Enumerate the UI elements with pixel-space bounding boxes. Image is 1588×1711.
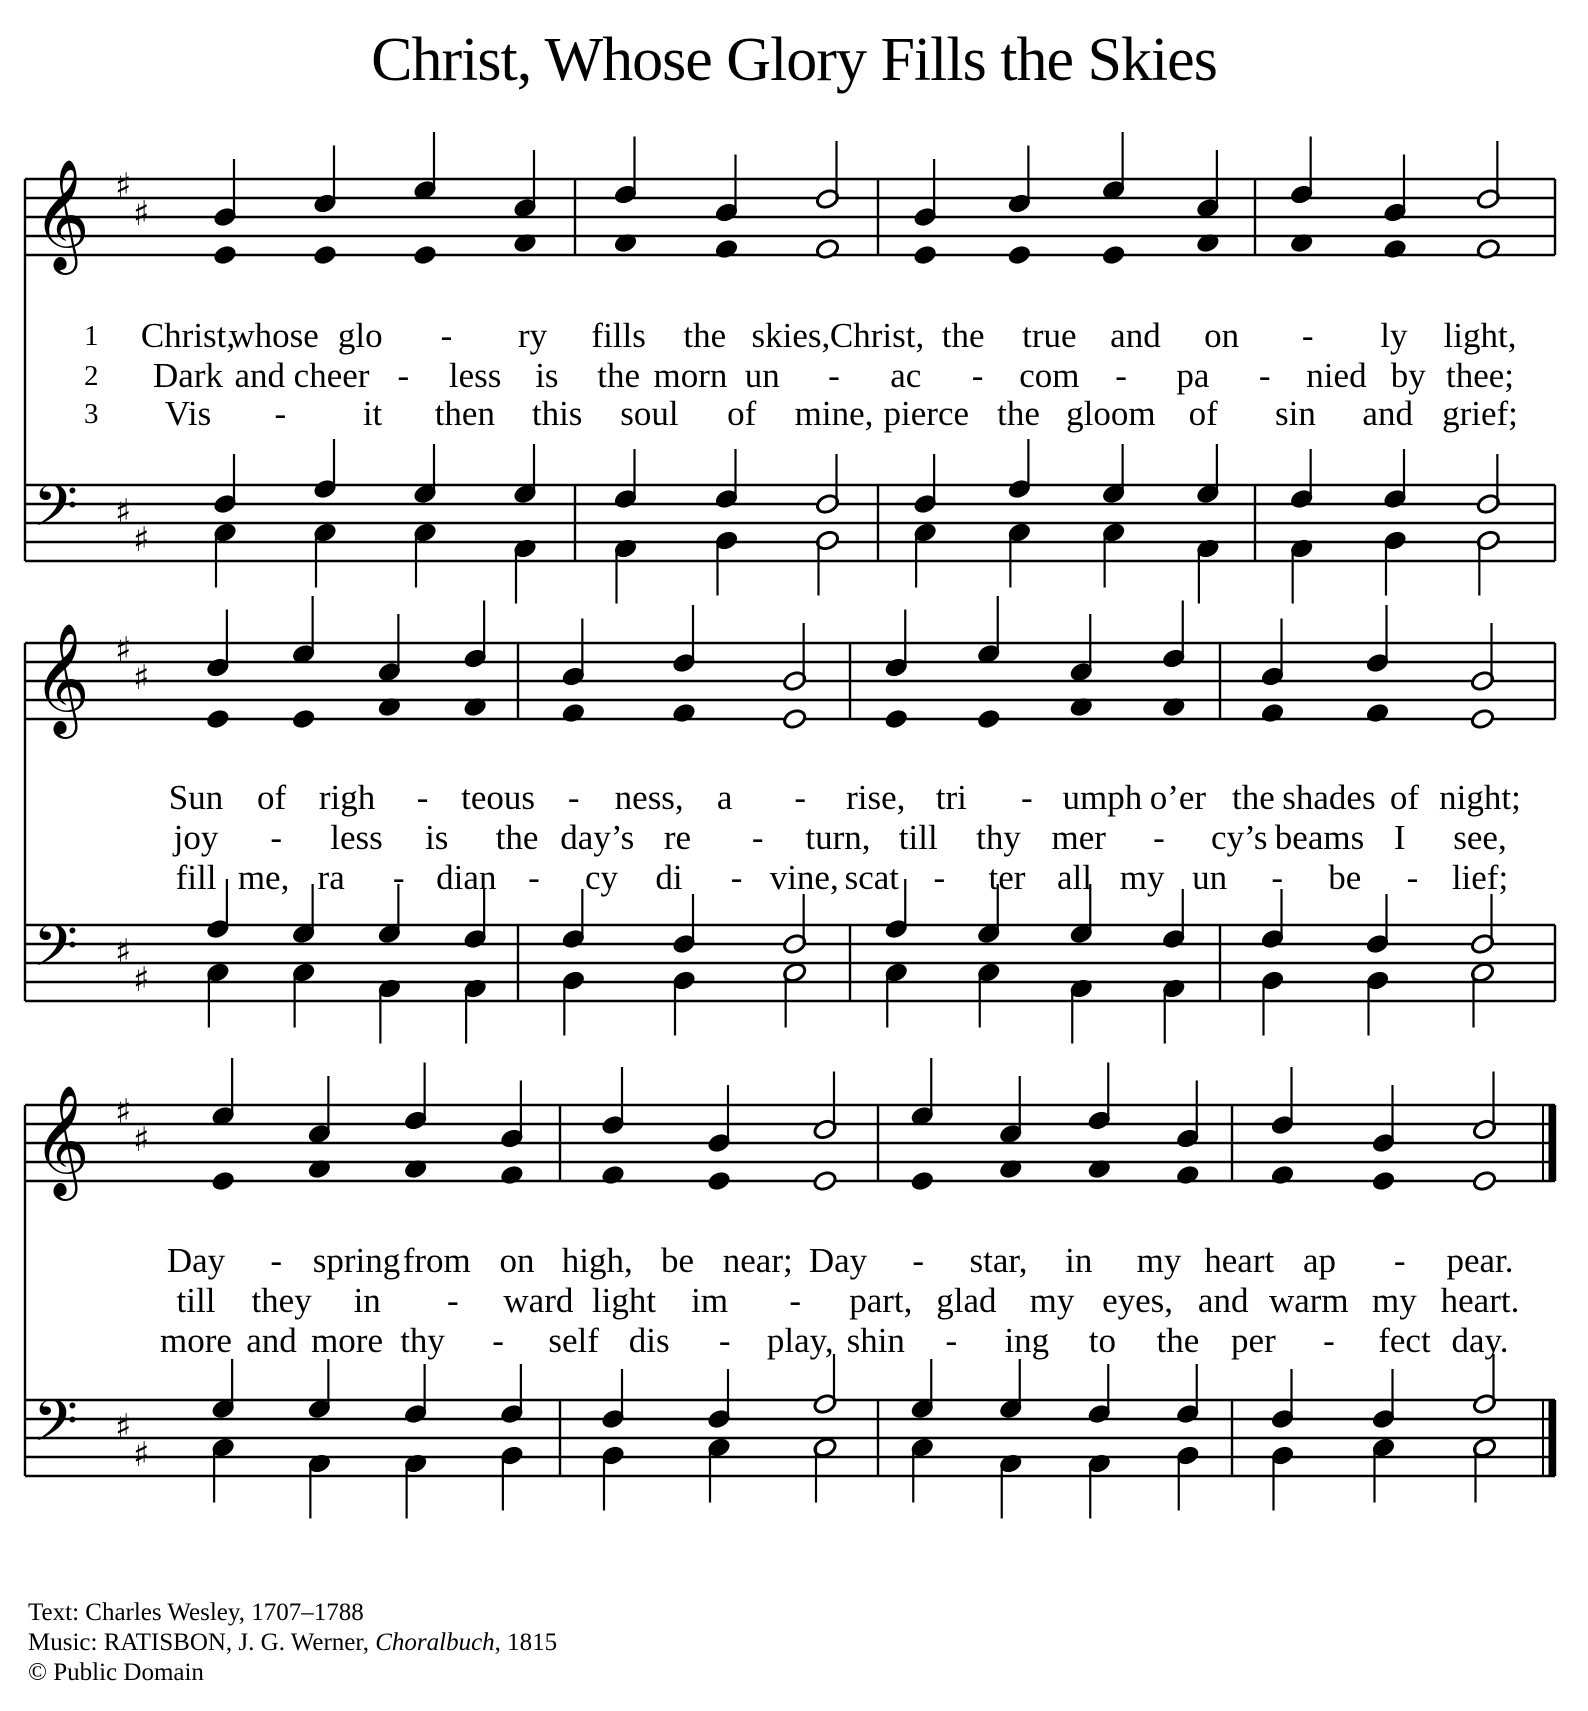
note-head [714,238,739,260]
lyric-syllable: glad [936,1281,997,1320]
lyric-syllable: Day [166,1241,226,1280]
treble-clef-icon: 𝄞 [33,622,90,734]
lyric-syllable: morn [653,356,728,395]
hyphen: - [828,356,840,395]
lyric-syllable: pear. [1446,1241,1514,1280]
lyric-syllable: from [402,1241,471,1280]
lyric-syllable: is [425,818,449,857]
lyric-syllable: di [655,858,683,897]
note-head [976,708,1001,730]
hyphen: - [1258,356,1271,395]
lyric-syllable: fills [591,316,646,355]
note-head [291,708,316,730]
hymn-title: Christ, Whose Glory Fills the Skies [371,26,1217,94]
lyric-syllable: ness, [614,778,684,817]
lyric-syllable: gloom [1066,394,1156,433]
note-head [1175,1164,1200,1186]
lyric-syllable: thy [976,818,1021,857]
sharp-icon: ♯ [133,1435,150,1475]
note-head [561,702,586,724]
lyric-syllable: heart [1204,1241,1275,1280]
hyphen: - [1393,1241,1406,1280]
hyphen: - [416,778,429,817]
note-head [1101,244,1126,266]
note-head [1007,244,1032,266]
hyphen: - [1301,316,1314,355]
lyric-syllable: per [1231,1321,1276,1360]
sharp-icon: ♯ [133,658,150,698]
lyric-syllable: less [330,818,383,857]
lyric-syllable: high, [561,1241,633,1280]
copyright: © Public Domain [28,1659,204,1686]
lyric-syllable: pierce [883,394,970,433]
hyphen: - [945,1321,958,1360]
lyric-syllable: ac [890,356,922,395]
hyphen: - [730,858,743,897]
lyric-syllable: and [246,1321,297,1360]
treble-clef-icon: 𝄞 [33,158,90,270]
lyric-syllable: Sun [168,778,224,817]
credits [28,1598,557,1688]
hyphen: - [1406,858,1419,897]
note-head [412,244,437,266]
verse-number: 2 [84,360,99,392]
lyric-syllable: by [1390,356,1426,395]
lyric-syllable: of [1389,778,1420,817]
sharp-icon: ♯ [115,630,132,670]
lyric-syllable: rise, [846,778,906,817]
lyric-syllable: re [663,818,692,857]
hyphen: - [1115,356,1127,395]
note-head [706,1170,731,1192]
lyric-syllable: thee; [1445,356,1515,395]
sharp-icon: ♯ [115,1407,132,1447]
lyric-syllable: the [597,356,641,395]
note-head [1472,1170,1497,1192]
lyric-syllable: the [683,316,727,355]
hyphen: - [912,1241,925,1280]
note-head [499,1164,524,1186]
hyphen: - [751,818,764,857]
verse-number: 1 [84,320,99,352]
lyric-syllable: spring [312,1241,401,1280]
lyric-syllable: true [1022,316,1077,355]
lyric-syllable: then [434,394,495,433]
lyric-syllable: on [499,1241,535,1280]
lyric-syllable: cy’s [1211,818,1268,857]
lyric-syllable: ry [517,316,548,355]
note-head [210,1170,235,1192]
bass-clef-icon: 𝄢 [33,912,79,994]
note-head [912,244,937,266]
lyric-syllable: warm [1268,1281,1349,1320]
lyric-syllable: im [691,1281,729,1320]
lyric-syllable: more [311,1321,384,1360]
lyric-syllable: Day [808,1241,868,1280]
lyric-syllable: till [898,818,938,857]
note-head [600,1164,625,1186]
note-head [1365,702,1390,724]
lyric-syllable: day’s [560,818,635,857]
hyphen: - [492,1321,504,1360]
hyphen: - [1153,818,1165,857]
sharp-icon: ♯ [115,166,132,206]
music-credit: Music: RATISBON, J. G. Werner, Choralbuch, 1815 [28,1629,558,1656]
note-head [1382,238,1407,260]
lyric-syllable: the [1156,1321,1200,1360]
lyric-syllable: of [256,778,287,817]
lyric-syllable: fect [1378,1321,1431,1360]
lyric-syllable: un [744,356,780,395]
hyphen: - [1020,778,1033,817]
lyric-syllable: the [495,818,539,857]
lyric-syllable: light [591,1281,657,1320]
lyric-syllable: teous [461,778,536,817]
lyric-syllable: com [1019,356,1080,395]
lyric-syllable: tri [935,778,967,817]
lyric-syllable: I [1393,818,1406,857]
note-head [1260,702,1285,724]
lyric-syllable: in [353,1281,381,1320]
hyphen: - [567,778,580,817]
lyric-syllable: Vis [164,394,212,433]
note-head [1371,1170,1396,1192]
lyric-syllable: the [941,316,985,355]
note-head [212,244,237,266]
lyric-syllable: umph [1062,778,1143,817]
lyric-syllable: and [1362,394,1413,433]
lyric-syllable: scat [844,858,899,897]
hyphen: - [270,1241,283,1280]
sharp-icon: ♯ [115,492,132,532]
hyphen: - [933,858,946,897]
bass-clef-icon: 𝄢 [33,472,79,554]
lyric-syllable: dis [628,1321,670,1360]
lyric-syllable: ap [1302,1241,1337,1280]
lyric-syllable: nied [1306,356,1367,395]
hyphen: - [270,818,283,857]
lyric-syllable: skies, [751,316,831,355]
lyric-syllable: play, [766,1321,834,1360]
note-head [815,238,840,260]
hyphen: - [1323,1321,1335,1360]
lyric-syllable: be [660,1241,695,1280]
lyric-syllable: eyes, [1102,1281,1174,1320]
sharp-icon: ♯ [133,960,150,1000]
lyric-syllable: is [535,356,559,395]
hyphen: - [528,858,540,897]
lyric-syllable: my [1136,1241,1182,1280]
lyric-syllable: light, [1443,316,1517,355]
lyric-syllable: un [1192,858,1228,897]
lyric-syllable: star, [969,1241,1028,1280]
lyric-syllable: to [1088,1321,1116,1360]
lyric-syllable: my [1029,1281,1075,1320]
note-head [812,1170,837,1192]
hyphen: - [794,778,807,817]
lyric-syllable: turn, [805,818,871,857]
lyric-syllable: lief; [1451,858,1509,897]
sharp-icon: ♯ [115,1092,132,1132]
lyric-syllable: they [251,1281,312,1320]
lyric-syllable: this [531,394,583,433]
hyphen: - [718,1321,731,1360]
lyric-syllable: whose [229,316,319,355]
treble-clef-icon: 𝄞 [33,1084,90,1196]
lyric-syllable: o’er [1149,778,1207,817]
lyric-syllable: Dark [153,356,223,395]
lyric-syllable: thy [400,1321,445,1360]
lyric-syllable: cheer [293,356,370,395]
note-head [782,708,807,730]
note-head [910,1170,935,1192]
lyric-syllable: in [1065,1241,1093,1280]
lyric-syllable: and [1197,1281,1249,1320]
hyphen: - [397,356,410,395]
lyric-syllable: righ [318,778,376,817]
lyric-syllable: glo [337,316,383,355]
hyphen: - [274,394,287,433]
lyric-syllable: shin [846,1321,905,1360]
lyric-syllable: and [1110,316,1161,355]
lyric-syllable: and [234,356,286,395]
lyric-syllable: more [160,1321,232,1360]
lyric-syllable: ra [317,858,345,897]
lyric-syllable: dian [436,858,497,897]
lyric-syllable: grief; [1442,394,1518,433]
hyphen: - [392,858,405,897]
lyric-syllable: joy [173,818,219,857]
hyphen: - [971,356,984,395]
note-head [312,244,337,266]
lyric-syllable: of [727,394,757,433]
lyric-syllable: all [1057,858,1093,897]
bass-clef-icon: 𝄢 [33,1387,79,1469]
lyric-syllable: me, [237,858,290,897]
lyric-syllable: cy [584,858,618,897]
lyric-syllable: my [1119,858,1165,897]
lyric-syllable: pa [1176,356,1210,395]
lyric-syllable: ter [988,858,1026,897]
lyric-syllable: heart. [1440,1281,1520,1320]
lyric-syllable: night; [1439,778,1521,817]
lyric-syllable: shades [1282,778,1376,817]
lyric-syllable: Christ, [140,316,236,355]
note-head [671,702,696,724]
lyric-syllable: sin [1274,394,1316,433]
lyric-syllable: of [1188,394,1218,433]
lyric-syllable: vine, [769,858,839,897]
lyric-syllable: near; [722,1241,793,1280]
hyphen: - [1271,858,1284,897]
sharp-icon: ♯ [115,932,132,972]
note-head [1476,238,1501,260]
note-head [1470,708,1495,730]
lyric-syllable: part, [849,1281,913,1320]
lyric-syllable: less [448,356,502,395]
hyphen: - [446,1281,459,1320]
lyric-syllable: fill [175,858,217,897]
lyric-syllable: it [362,394,383,433]
lyric-syllable: soul [620,394,679,433]
lyric-syllable: ing [1004,1321,1050,1360]
lyric-syllable: day. [1451,1321,1509,1360]
sharp-icon: ♯ [133,520,150,560]
lyric-syllable: mine, [794,394,874,433]
lyric-syllable: be [1328,858,1362,897]
lyric-syllable: see, [1453,818,1507,857]
lyric-syllable: the [997,394,1040,433]
note-head [205,708,230,730]
verse-number: 3 [84,398,99,430]
lyric-syllable: mer [1051,818,1106,857]
lyric-syllable: a [716,778,733,817]
lyric-syllable: the [1232,778,1275,817]
lyric-syllable: on [1204,316,1240,355]
lyric-syllable: ward [503,1281,574,1320]
hyphen: - [789,1281,802,1320]
lyric-syllable: my [1372,1281,1417,1320]
music-source: Choralbuch [375,1629,495,1656]
lyric-syllable: self [548,1321,599,1360]
lyric-syllable: beams [1274,818,1365,857]
lyric-syllable: Christ, [829,316,925,355]
lyric-syllable: till [176,1281,216,1320]
sharp-icon: ♯ [133,1120,150,1160]
text-credit: Text: Charles Wesley, 1707–1788 [28,1599,364,1626]
hyphen: - [440,316,453,355]
note-head [884,708,909,730]
note-head [1270,1164,1295,1186]
lyric-syllable: ly [1380,316,1408,355]
sharp-icon: ♯ [133,194,150,234]
